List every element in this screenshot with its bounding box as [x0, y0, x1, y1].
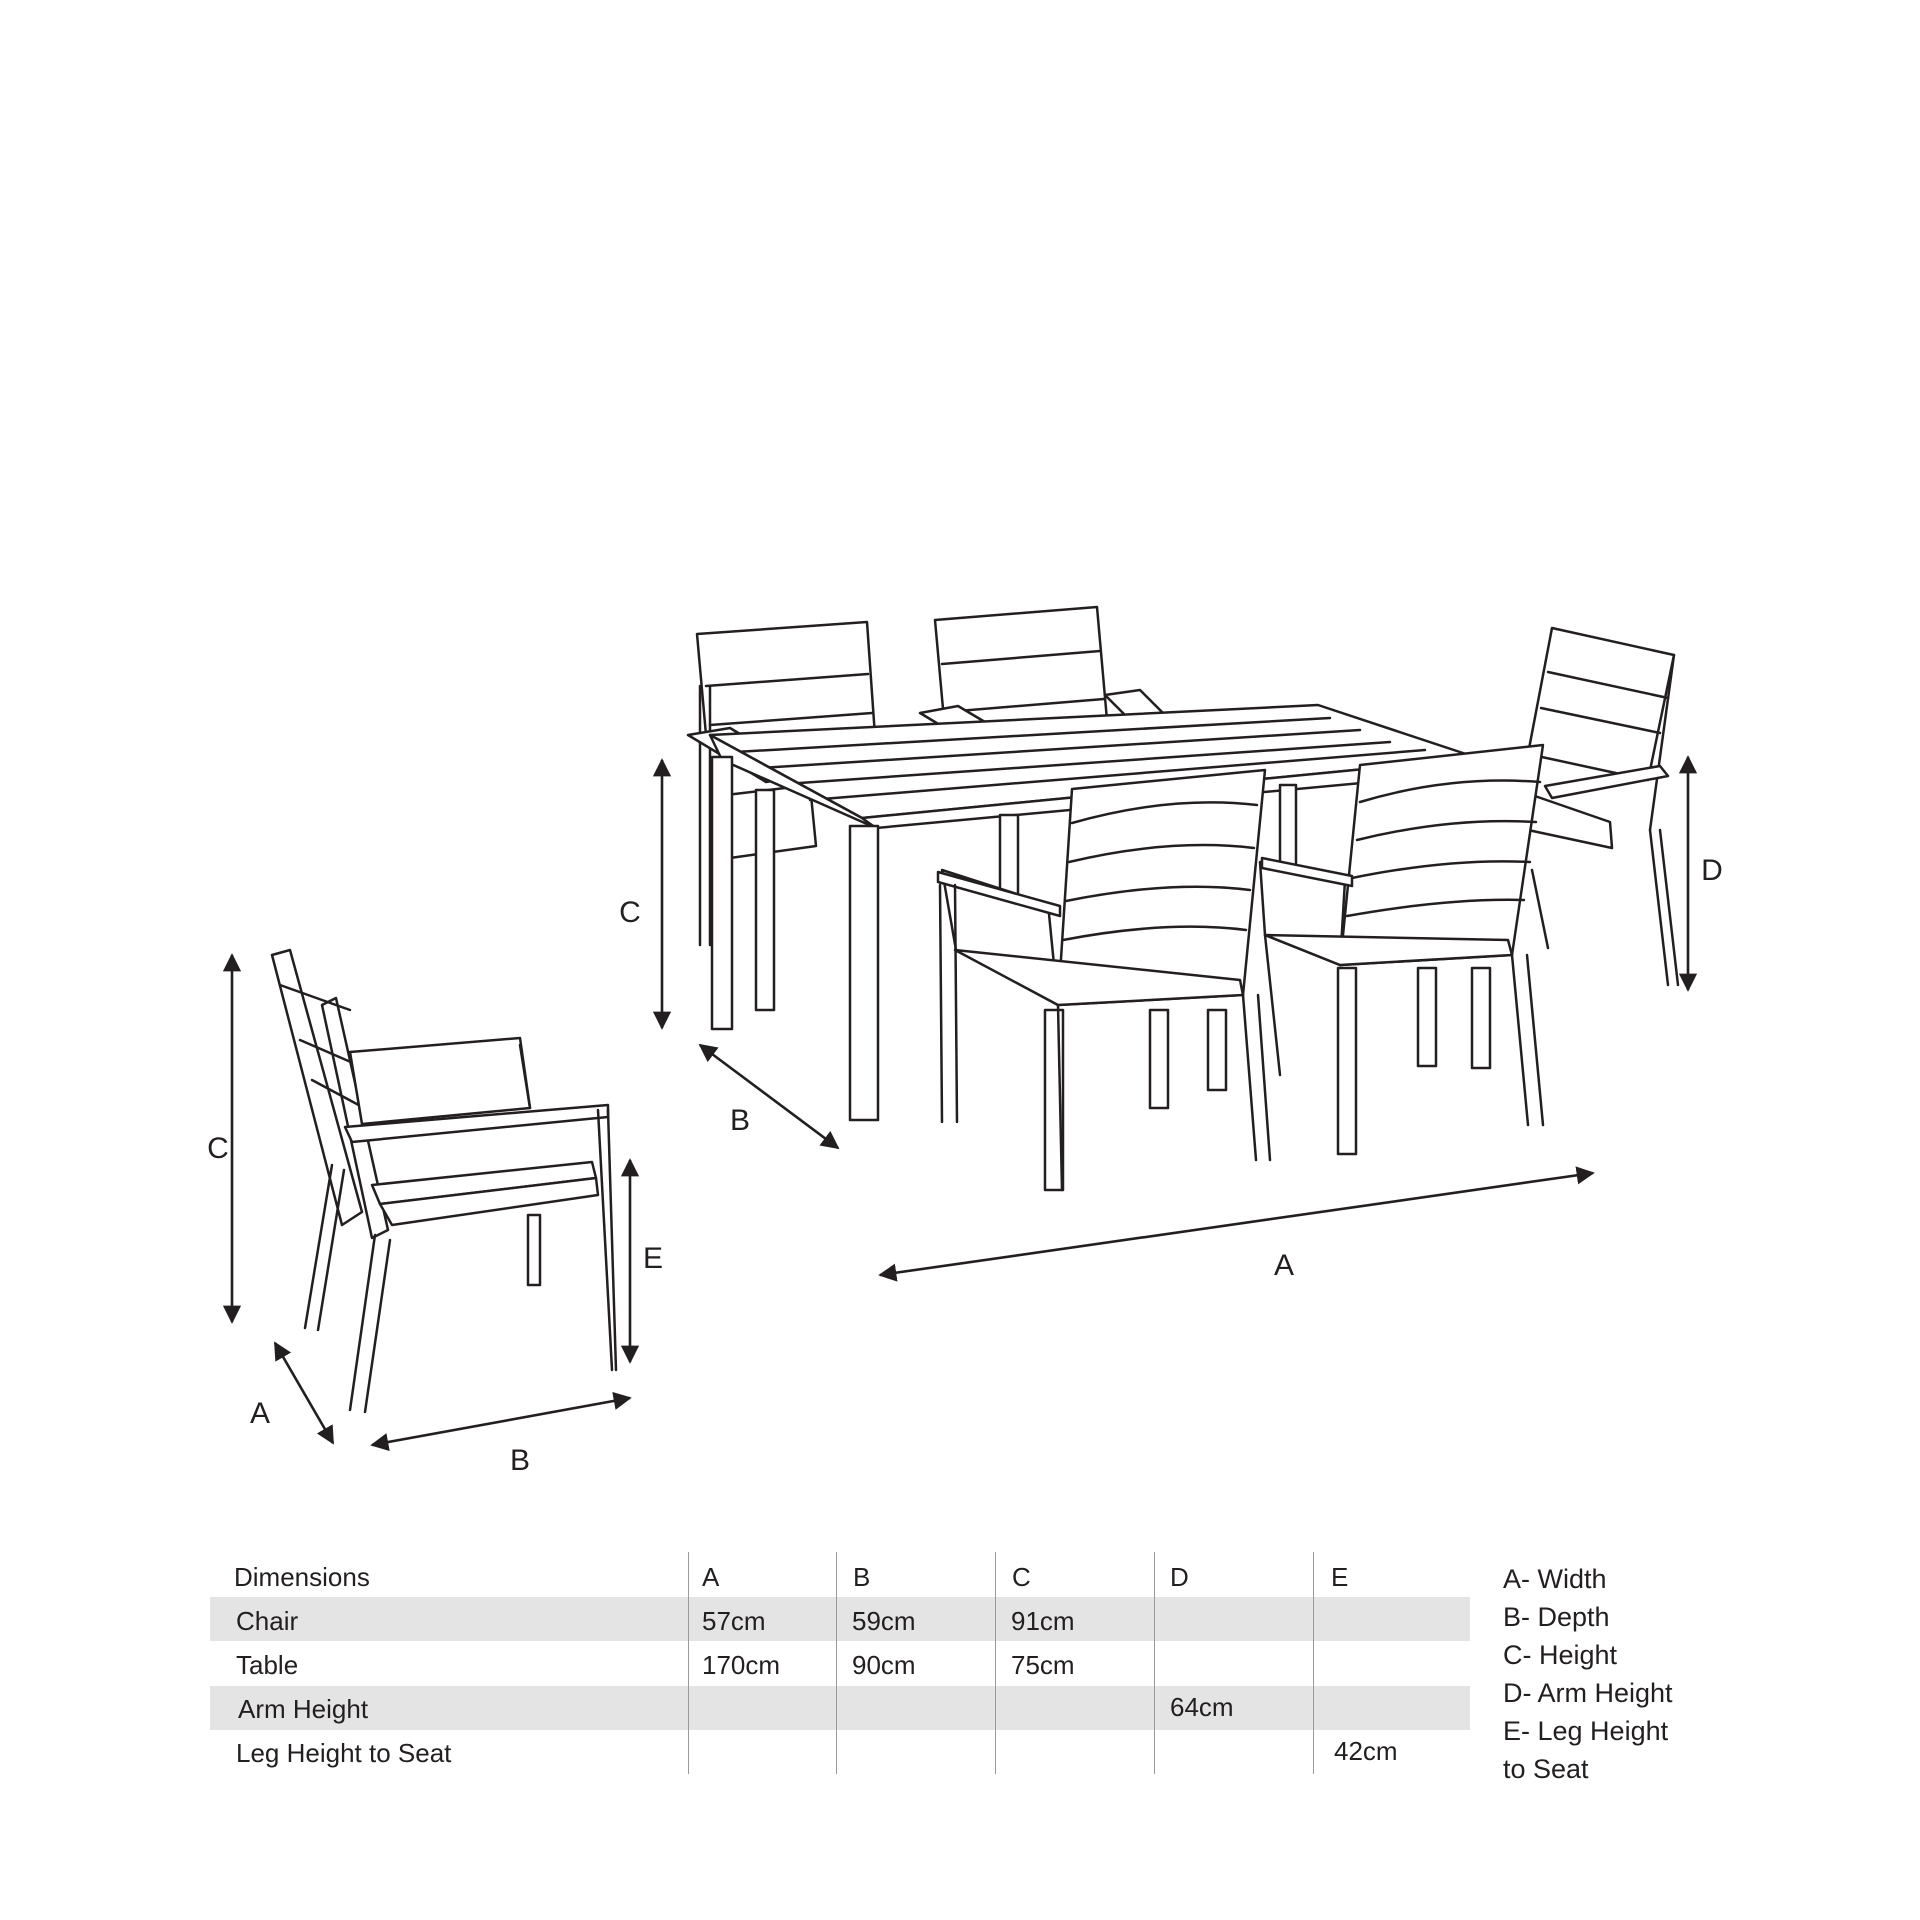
row-label-arm-height: Arm Height — [238, 1694, 369, 1724]
set-width-arrow — [880, 1173, 1593, 1275]
table-header-a: A — [702, 1562, 720, 1592]
arm-height-value: 64cm — [1170, 1692, 1234, 1722]
set-arm-height-label: D — [1701, 854, 1723, 887]
column-divider — [1154, 1552, 1155, 1774]
table-width-value: 170cm — [702, 1650, 781, 1680]
set-height-label: C — [619, 896, 641, 929]
set-depth-label: B — [729, 1104, 751, 1137]
row-label-leg-height: Leg Height to Seat — [236, 1738, 452, 1768]
table-header-b: B — [853, 1562, 871, 1592]
chair-height-label: C — [207, 1132, 229, 1165]
column-divider — [836, 1552, 837, 1774]
column-divider — [1313, 1552, 1314, 1774]
chair-depth-value: 59cm — [852, 1606, 916, 1636]
table-height-value: 75cm — [1011, 1650, 1075, 1680]
chair-width-value: 57cm — [702, 1606, 766, 1636]
row-label-chair: Chair — [236, 1606, 299, 1636]
chair-width-arrow — [275, 1343, 333, 1443]
chair-width-label: A — [249, 1397, 271, 1430]
legend-item-width: A- Width — [1503, 1564, 1607, 1594]
legend-item-depth: B- Depth — [1503, 1602, 1610, 1632]
back-right-chair — [1528, 628, 1678, 985]
row-label-table: Table — [236, 1650, 299, 1680]
dimension-legend — [1503, 1560, 1673, 1788]
table-depth-value: 90cm — [852, 1650, 916, 1680]
legend-item-arm-height: D- Arm Height — [1503, 1678, 1673, 1708]
legend-item-leg-height: E- Leg Height — [1503, 1716, 1669, 1746]
column-divider — [995, 1552, 996, 1774]
table-header-dimensions: Dimensions — [234, 1562, 370, 1592]
chair-depth-label: B — [509, 1444, 531, 1477]
chair-height-value: 91cm — [1011, 1606, 1075, 1636]
table-row-band — [210, 1686, 1470, 1730]
front-right-chair — [1260, 745, 1543, 1154]
column-divider — [688, 1552, 689, 1774]
table-row-band — [210, 1597, 1470, 1641]
leg-height-value: 42cm — [1334, 1736, 1398, 1766]
single-chair — [272, 950, 616, 1412]
legend-item-height: C- Height — [1503, 1640, 1618, 1670]
table-header-e: E — [1331, 1562, 1349, 1592]
set-width-label: A — [1273, 1249, 1295, 1282]
set-depth-arrow — [700, 1045, 838, 1148]
chair-depth-arrow — [372, 1398, 630, 1445]
table-header-c: C — [1012, 1562, 1031, 1592]
legend-item-leg-height-cont: to Seat — [1503, 1754, 1589, 1784]
chair-leg-height-label: E — [642, 1242, 664, 1275]
table-header-d: D — [1170, 1562, 1189, 1592]
front-middle-chair — [938, 770, 1270, 1190]
